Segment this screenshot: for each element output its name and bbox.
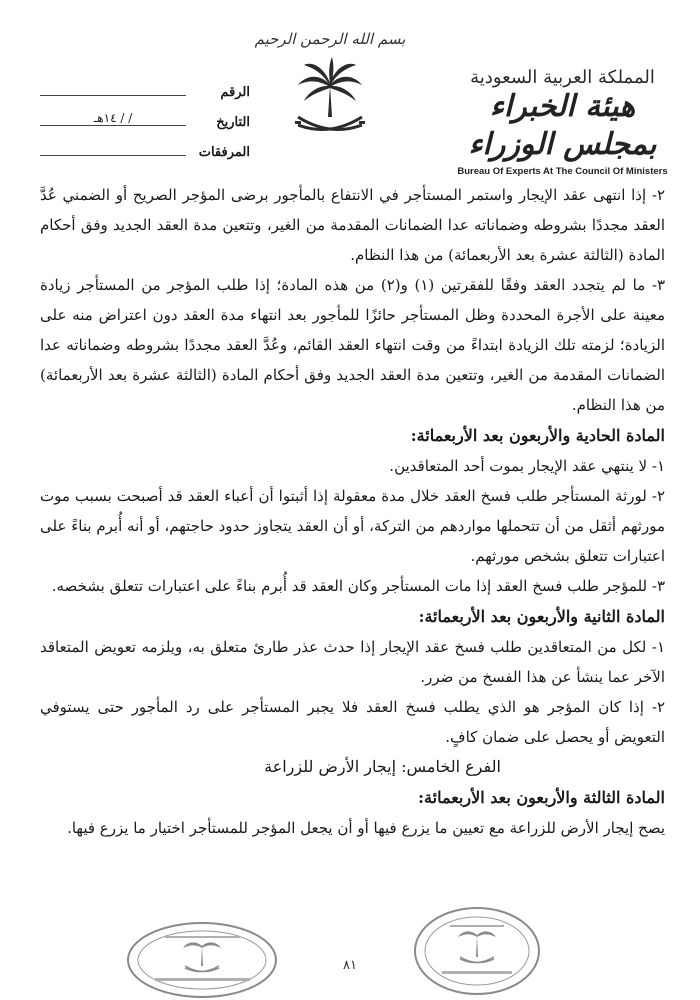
org-name-english: Bureau Of Experts At The Council Of Ministers bbox=[457, 166, 668, 177]
org-name-bureau: هيئة الخبراء بمجلس الوزراء bbox=[468, 89, 657, 162]
saudi-emblem-icon bbox=[290, 55, 370, 150]
attachments-label: المرفقات bbox=[198, 145, 250, 160]
organization-name-block bbox=[455, 68, 670, 177]
article-443-text: يصح إيجار الأرض للزراعة مع تعيين ما يزرع فيها أو أن يجعل المؤجر للمستأجر اختيار ما يزرع فيها. bbox=[67, 819, 665, 837]
official-seal-right-icon bbox=[412, 905, 542, 997]
reference-number-line bbox=[40, 81, 186, 96]
letterhead bbox=[0, 0, 700, 177]
official-seal-left-icon bbox=[125, 920, 280, 1000]
article-441-heading: المادة الحادية والأربعون بعد الأربعمائة: bbox=[410, 426, 665, 445]
date-value: / / ١٤هـ bbox=[93, 111, 133, 125]
article-442-item-2: ٢- إذا كان المؤجر هو الذي يطلب فسخ العقد فلا يجبر المستأجر على رد المأجور حتى يستوفي التعويض أو يحصل على ضمان كافٍ. bbox=[40, 698, 665, 746]
document-body bbox=[40, 180, 665, 843]
paragraph-item-3: ٣- ما لم يتجدد العقد وفقًا للفقرتين (١) و(٢) من هذه المادة؛ إذا طلب المؤجر من المستأجر زيادة معينة على الأجرة المحددة وظل المستأجر حائزًا للمأجور بعد انتهاء مدة العقد دون اعتراض منه على الزيادة؛ لزمته تلك الزيادة ابتداءً من وقت انتهاء العقد القائم، وعُدَّ العقد مجددًا بشروطه وضماناته عدا الضمانات المقدمة من الغير، وتتعين مدة العقد الجديد وفق أحكام المادة (الثالثة عشرة بعد الأربعمائة) من هذا النظام. bbox=[40, 276, 665, 414]
reference-number-label: الرقم bbox=[220, 85, 250, 100]
date-label: التاريخ bbox=[216, 115, 250, 130]
org-name-country: المملكة العربية السعودية bbox=[470, 67, 655, 88]
attachments-line bbox=[40, 141, 186, 156]
article-442-heading: المادة الثانية والأربعون بعد الأربعمائة: bbox=[418, 607, 665, 626]
reference-number-row bbox=[40, 70, 250, 100]
article-443-heading: المادة الثالثة والأربعون بعد الأربعمائة: bbox=[418, 788, 665, 807]
date-row bbox=[40, 100, 250, 130]
article-441-item-3: ٣- للمؤجر طلب فسخ العقد إذا مات المستأجر وكان العقد قد أُبرم بناءً على اعتبارات تتعلق بشخصه. bbox=[51, 577, 665, 595]
reference-fields bbox=[40, 70, 250, 160]
attachments-row bbox=[40, 130, 250, 160]
article-441-item-2: ٢- لورثة المستأجر طلب فسخ العقد خلال مدة معقولة إذا أثبتوا أن أعباء العقد قد أصبحت بسبب موت مورثهم أثقل من أن تتحملها مواردهم من التركة، أو أن العقد يتجاوز حدود حاجتهم، أو أنه أُبرم بناءً على اعتبارات تتعلق بشخص مورثهم. bbox=[40, 487, 665, 565]
article-441-item-1: ١- لا ينتهي عقد الإيجار بموت أحد المتعاقدين. bbox=[389, 457, 665, 475]
basmala: بسم الله الرحمن الرحيم bbox=[254, 30, 406, 48]
section-title: الفرع الخامس: إيجار الأرض للزراعة bbox=[264, 757, 501, 776]
date-line bbox=[40, 111, 186, 126]
article-442-item-1: ١- لكل من المتعاقدين طلب فسخ عقد الإيجار إذا حدث عذر طارئ متعلق به، ويلزمه تعويض المتعاقد الآخر عما ينشأ عن هذا الفسخ من ضرر. bbox=[40, 638, 665, 686]
paragraph-item-2: ٢- إذا انتهى عقد الإيجار واستمر المستأجر في الانتفاع بالمأجور برضى المؤجر الصريح أو الضمني عُدَّ العقد مجددًا بشروطه وضماناته عدا الضمانات المقدمة من الغير، وتتعين مدة العقد الجديد وفق أحكام المادة (الثالثة عشرة بعد الأربعمائة) من هذا النظام. bbox=[40, 186, 665, 264]
page-number: ٨١ bbox=[343, 958, 357, 973]
